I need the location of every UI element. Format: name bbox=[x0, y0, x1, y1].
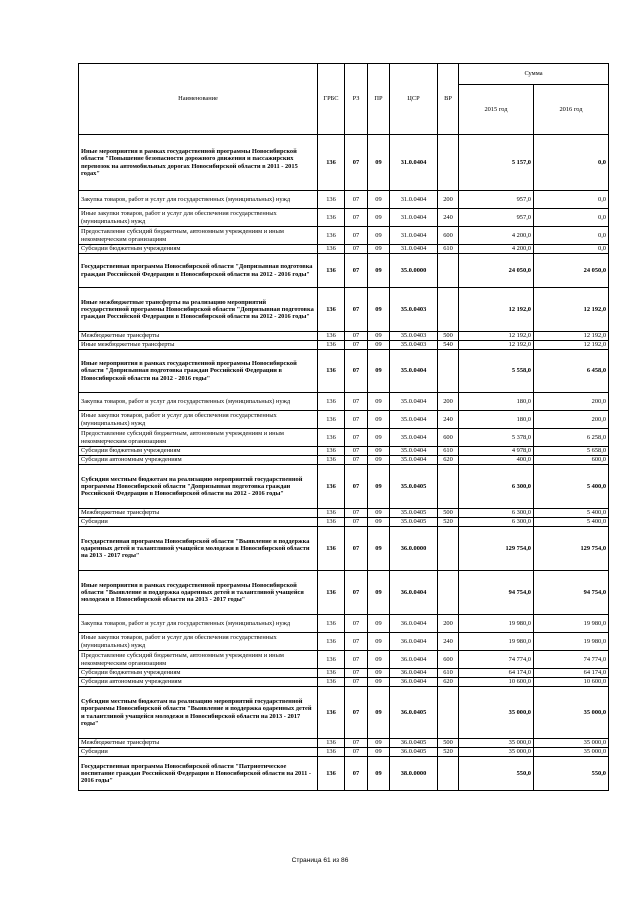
cell-csr: 31.0.0404 bbox=[390, 209, 438, 227]
cell-csr: 36.0.0405 bbox=[390, 748, 438, 757]
cell-grbs: 136 bbox=[318, 227, 345, 245]
cell-pr: 09 bbox=[368, 678, 390, 687]
cell-grbs: 136 bbox=[318, 465, 345, 509]
cell-grbs: 136 bbox=[318, 527, 345, 571]
cell-name: Иные закупки товаров, работ и услуг для обеспечения государственных (муниципальных) нужд bbox=[79, 633, 318, 651]
cell-rz: 07 bbox=[345, 447, 368, 456]
cell-y2016: 35 000,0 bbox=[534, 748, 609, 757]
cell-name: Закупка товаров, работ и услуг для государственных (муниципальных) нужд bbox=[79, 393, 318, 411]
cell-rz: 07 bbox=[345, 411, 368, 429]
cell-grbs: 136 bbox=[318, 332, 345, 341]
cell-rz: 07 bbox=[345, 393, 368, 411]
cell-y2016: 200,0 bbox=[534, 411, 609, 429]
header-name: Наименование bbox=[79, 64, 318, 135]
cell-csr: 36.0.0404 bbox=[390, 651, 438, 669]
cell-vr: 600 bbox=[438, 227, 459, 245]
cell-name: Межбюджетные трансферты bbox=[79, 509, 318, 518]
cell-y2016: 0,0 bbox=[534, 245, 609, 254]
cell-name: Субсидии bbox=[79, 748, 318, 757]
cell-y2016: 5 400,0 bbox=[534, 518, 609, 527]
cell-rz: 07 bbox=[345, 757, 368, 791]
cell-grbs: 136 bbox=[318, 209, 345, 227]
cell-y2016: 6 458,0 bbox=[534, 350, 609, 393]
table-row bbox=[79, 509, 609, 518]
table-row bbox=[79, 615, 609, 633]
cell-grbs: 136 bbox=[318, 739, 345, 748]
header-year-2016: 2016 год bbox=[534, 85, 609, 135]
cell-name: Субсидии местным бюджетам на реализацию мероприятий государственной программы Новосибирской области "Выявление и поддержка одаренных детей и талантливой учащейся молодежи в Новосибирской области на 2013 - 2017 годы" bbox=[79, 687, 318, 739]
document-page bbox=[78, 63, 608, 791]
table-row bbox=[79, 429, 609, 447]
cell-y2016: 129 754,0 bbox=[534, 527, 609, 571]
cell-y2015: 129 754,0 bbox=[459, 527, 534, 571]
cell-rz: 07 bbox=[345, 429, 368, 447]
cell-vr: 200 bbox=[438, 393, 459, 411]
cell-csr: 35.0.0403 bbox=[390, 288, 438, 332]
cell-y2015: 24 050,0 bbox=[459, 254, 534, 288]
table-row bbox=[79, 678, 609, 687]
table-row bbox=[79, 350, 609, 393]
cell-vr bbox=[438, 571, 459, 615]
cell-csr: 35.0.0404 bbox=[390, 447, 438, 456]
cell-name: Государственная программа Новосибирской области "Выявление и поддержка одаренных детей и талантливой учащейся молодежи в Новосибирской области на 2013 - 2017 годы" bbox=[79, 527, 318, 571]
cell-y2015: 94 754,0 bbox=[459, 571, 534, 615]
cell-y2015: 19 980,0 bbox=[459, 615, 534, 633]
cell-rz: 07 bbox=[345, 227, 368, 245]
cell-vr: 520 bbox=[438, 748, 459, 757]
cell-pr: 09 bbox=[368, 687, 390, 739]
cell-vr: 610 bbox=[438, 245, 459, 254]
cell-pr: 09 bbox=[368, 633, 390, 651]
cell-y2016: 19 980,0 bbox=[534, 615, 609, 633]
cell-name: Субсидии автономным учреждениям bbox=[79, 678, 318, 687]
cell-name: Иные межбюджетные трансферты на реализацию мероприятий государственной программы Новосибирской области "Допризывная подготовка граждан Российской Федерации в Новосибирской области на 2012 - 2016 годы" bbox=[79, 288, 318, 332]
cell-csr: 35.0.0404 bbox=[390, 456, 438, 465]
table-row bbox=[79, 748, 609, 757]
cell-name: Иные мероприятия в рамках государственной программы Новосибирской области "Повышение безопасности дорожного движения и пассажирских перевозок на автомобильных дорогах Новосибирской области в 2011 - 2015 годах" bbox=[79, 135, 318, 191]
cell-pr: 09 bbox=[368, 757, 390, 791]
table-row bbox=[79, 341, 609, 350]
cell-y2016: 12 192,0 bbox=[534, 332, 609, 341]
cell-rz: 07 bbox=[345, 135, 368, 191]
cell-vr: 610 bbox=[438, 447, 459, 456]
cell-y2015: 6 300,0 bbox=[459, 518, 534, 527]
cell-name: Субсидии автономным учреждениям bbox=[79, 456, 318, 465]
cell-vr: 500 bbox=[438, 509, 459, 518]
header-rz: РЗ bbox=[345, 64, 368, 135]
cell-y2016: 550,0 bbox=[534, 757, 609, 791]
cell-rz: 07 bbox=[345, 518, 368, 527]
cell-y2015: 6 300,0 bbox=[459, 509, 534, 518]
cell-rz: 07 bbox=[345, 651, 368, 669]
cell-y2016: 24 050,0 bbox=[534, 254, 609, 288]
cell-grbs: 136 bbox=[318, 669, 345, 678]
cell-pr: 09 bbox=[368, 341, 390, 350]
cell-pr: 09 bbox=[368, 393, 390, 411]
cell-pr: 09 bbox=[368, 748, 390, 757]
cell-y2015: 19 980,0 bbox=[459, 633, 534, 651]
cell-rz: 07 bbox=[345, 209, 368, 227]
cell-name: Предоставление субсидий бюджетным, автономным учреждениям и иным некоммерческим организациям bbox=[79, 651, 318, 669]
cell-grbs: 136 bbox=[318, 687, 345, 739]
cell-y2015: 5 157,0 bbox=[459, 135, 534, 191]
table-row bbox=[79, 669, 609, 678]
cell-csr: 35.0.0404 bbox=[390, 393, 438, 411]
cell-csr: 35.0.0405 bbox=[390, 509, 438, 518]
cell-pr: 09 bbox=[368, 651, 390, 669]
cell-pr: 09 bbox=[368, 350, 390, 393]
cell-grbs: 136 bbox=[318, 678, 345, 687]
cell-y2016: 94 754,0 bbox=[534, 571, 609, 615]
cell-csr: 35.0.0404 bbox=[390, 411, 438, 429]
cell-csr: 31.0.0404 bbox=[390, 245, 438, 254]
cell-vr bbox=[438, 757, 459, 791]
header-csr: ЦСР bbox=[390, 64, 438, 135]
cell-grbs: 136 bbox=[318, 518, 345, 527]
cell-rz: 07 bbox=[345, 254, 368, 288]
cell-pr: 09 bbox=[368, 739, 390, 748]
table-row bbox=[79, 332, 609, 341]
cell-rz: 07 bbox=[345, 465, 368, 509]
table-row bbox=[79, 191, 609, 209]
cell-pr: 09 bbox=[368, 191, 390, 209]
table-row bbox=[79, 288, 609, 332]
cell-y2015: 957,0 bbox=[459, 209, 534, 227]
cell-vr: 600 bbox=[438, 651, 459, 669]
cell-grbs: 136 bbox=[318, 748, 345, 757]
cell-name: Межбюджетные трансферты bbox=[79, 332, 318, 341]
header-vr: ВР bbox=[438, 64, 459, 135]
cell-y2015: 64 174,0 bbox=[459, 669, 534, 678]
cell-vr: 500 bbox=[438, 739, 459, 748]
cell-y2015: 4 200,0 bbox=[459, 227, 534, 245]
cell-csr: 35.0.0403 bbox=[390, 332, 438, 341]
cell-vr: 240 bbox=[438, 209, 459, 227]
cell-csr: 35.0.0404 bbox=[390, 429, 438, 447]
cell-y2015: 957,0 bbox=[459, 191, 534, 209]
cell-name: Иные межбюджетные трансферты bbox=[79, 341, 318, 350]
cell-y2015: 550,0 bbox=[459, 757, 534, 791]
cell-y2016: 5 400,0 bbox=[534, 465, 609, 509]
table-row bbox=[79, 254, 609, 288]
cell-csr: 35.0.0404 bbox=[390, 350, 438, 393]
cell-y2016: 35 000,0 bbox=[534, 687, 609, 739]
cell-name: Субсидии местным бюджетам на реализацию мероприятий государственной программы Новосибирской области "Допризывная подготовка граждан Российской Федерации в Новосибирской области на 2012 - 2016 годы" bbox=[79, 465, 318, 509]
cell-rz: 07 bbox=[345, 350, 368, 393]
cell-pr: 09 bbox=[368, 411, 390, 429]
cell-vr bbox=[438, 288, 459, 332]
cell-y2015: 4 978,0 bbox=[459, 447, 534, 456]
cell-grbs: 136 bbox=[318, 757, 345, 791]
cell-pr: 09 bbox=[368, 288, 390, 332]
cell-grbs: 136 bbox=[318, 447, 345, 456]
cell-grbs: 136 bbox=[318, 135, 345, 191]
cell-vr: 600 bbox=[438, 429, 459, 447]
table-row bbox=[79, 393, 609, 411]
cell-grbs: 136 bbox=[318, 393, 345, 411]
cell-pr: 09 bbox=[368, 135, 390, 191]
cell-grbs: 136 bbox=[318, 651, 345, 669]
cell-csr: 36.0.0404 bbox=[390, 678, 438, 687]
cell-pr: 09 bbox=[368, 465, 390, 509]
table-row bbox=[79, 757, 609, 791]
cell-y2016: 74 774,0 bbox=[534, 651, 609, 669]
cell-y2015: 12 192,0 bbox=[459, 341, 534, 350]
cell-name: Государственная программа Новосибирской области "Патриотическое воспитание граждан Российской Федерации в Новосибирской области на 2011 - 2016 годы" bbox=[79, 757, 318, 791]
cell-vr: 240 bbox=[438, 633, 459, 651]
cell-csr: 36.0.0404 bbox=[390, 615, 438, 633]
cell-rz: 07 bbox=[345, 678, 368, 687]
cell-name: Субсидии bbox=[79, 518, 318, 527]
cell-vr: 240 bbox=[438, 411, 459, 429]
budget-table bbox=[78, 63, 609, 791]
header-year-2015: 2015 год bbox=[459, 85, 534, 135]
cell-pr: 09 bbox=[368, 209, 390, 227]
cell-name: Закупка товаров, работ и услуг для государственных (муниципальных) нужд bbox=[79, 615, 318, 633]
cell-vr bbox=[438, 465, 459, 509]
cell-grbs: 136 bbox=[318, 411, 345, 429]
cell-y2015: 180,0 bbox=[459, 411, 534, 429]
cell-grbs: 136 bbox=[318, 341, 345, 350]
cell-y2016: 0,0 bbox=[534, 135, 609, 191]
cell-y2016: 12 192,0 bbox=[534, 288, 609, 332]
cell-rz: 07 bbox=[345, 748, 368, 757]
cell-rz: 07 bbox=[345, 245, 368, 254]
cell-csr: 31.0.0404 bbox=[390, 135, 438, 191]
cell-y2015: 74 774,0 bbox=[459, 651, 534, 669]
cell-y2015: 180,0 bbox=[459, 393, 534, 411]
cell-grbs: 136 bbox=[318, 288, 345, 332]
cell-csr: 36.0.0404 bbox=[390, 669, 438, 678]
cell-y2016: 35 000,0 bbox=[534, 739, 609, 748]
cell-vr: 620 bbox=[438, 456, 459, 465]
cell-y2015: 6 300,0 bbox=[459, 465, 534, 509]
cell-name: Иные мероприятия в рамках государственной программы Новосибирской области "Выявление и поддержка одаренных детей и талантливой учащейся молодежи в Новосибирской области на 2013 - 2017 годы" bbox=[79, 571, 318, 615]
cell-y2015: 12 192,0 bbox=[459, 288, 534, 332]
table-row bbox=[79, 456, 609, 465]
table-row bbox=[79, 687, 609, 739]
cell-y2016: 10 600,0 bbox=[534, 678, 609, 687]
cell-y2016: 200,0 bbox=[534, 393, 609, 411]
table-row bbox=[79, 209, 609, 227]
cell-rz: 07 bbox=[345, 739, 368, 748]
cell-csr: 31.0.0404 bbox=[390, 227, 438, 245]
cell-csr: 35.0.0405 bbox=[390, 465, 438, 509]
cell-y2016: 6 258,0 bbox=[534, 429, 609, 447]
cell-pr: 09 bbox=[368, 509, 390, 518]
cell-name: Субсидии бюджетным учреждениям bbox=[79, 669, 318, 678]
table-row bbox=[79, 571, 609, 615]
cell-rz: 07 bbox=[345, 633, 368, 651]
cell-vr: 200 bbox=[438, 615, 459, 633]
cell-csr: 36.0.0405 bbox=[390, 687, 438, 739]
cell-vr bbox=[438, 527, 459, 571]
cell-rz: 07 bbox=[345, 687, 368, 739]
cell-pr: 09 bbox=[368, 615, 390, 633]
cell-y2015: 10 600,0 bbox=[459, 678, 534, 687]
cell-grbs: 136 bbox=[318, 615, 345, 633]
cell-y2015: 5 558,0 bbox=[459, 350, 534, 393]
cell-y2015: 35 000,0 bbox=[459, 687, 534, 739]
table-row bbox=[79, 135, 609, 191]
table-row bbox=[79, 447, 609, 456]
cell-csr: 35.0.0405 bbox=[390, 518, 438, 527]
cell-pr: 09 bbox=[368, 254, 390, 288]
cell-rz: 07 bbox=[345, 456, 368, 465]
table-row bbox=[79, 651, 609, 669]
cell-csr: 38.0.0000 bbox=[390, 757, 438, 791]
cell-vr: 520 bbox=[438, 518, 459, 527]
cell-csr: 35.0.0403 bbox=[390, 341, 438, 350]
cell-vr: 500 bbox=[438, 332, 459, 341]
cell-pr: 09 bbox=[368, 518, 390, 527]
cell-csr: 35.0.0000 bbox=[390, 254, 438, 288]
header-sum: Сумма bbox=[459, 64, 609, 85]
cell-pr: 09 bbox=[368, 429, 390, 447]
cell-rz: 07 bbox=[345, 615, 368, 633]
cell-pr: 09 bbox=[368, 227, 390, 245]
table-row bbox=[79, 227, 609, 245]
cell-grbs: 136 bbox=[318, 633, 345, 651]
header-pr: ПР bbox=[368, 64, 390, 135]
cell-y2016: 600,0 bbox=[534, 456, 609, 465]
cell-y2015: 4 200,0 bbox=[459, 245, 534, 254]
table-row bbox=[79, 245, 609, 254]
cell-name: Закупка товаров, работ и услуг для государственных (муниципальных) нужд bbox=[79, 191, 318, 209]
cell-rz: 07 bbox=[345, 527, 368, 571]
cell-y2016: 19 980,0 bbox=[534, 633, 609, 651]
cell-name: Предоставление субсидий бюджетным, автономным учреждениям и иным некоммерческим организациям bbox=[79, 227, 318, 245]
cell-csr: 36.0.0000 bbox=[390, 527, 438, 571]
cell-grbs: 136 bbox=[318, 350, 345, 393]
cell-name: Иные закупки товаров, работ и услуг для обеспечения государственных (муниципальных) нужд bbox=[79, 209, 318, 227]
cell-pr: 09 bbox=[368, 527, 390, 571]
cell-vr bbox=[438, 254, 459, 288]
cell-rz: 07 bbox=[345, 509, 368, 518]
cell-y2015: 35 000,0 bbox=[459, 739, 534, 748]
cell-name: Межбюджетные трансферты bbox=[79, 739, 318, 748]
table-row bbox=[79, 527, 609, 571]
cell-grbs: 136 bbox=[318, 254, 345, 288]
cell-y2016: 0,0 bbox=[534, 191, 609, 209]
table-row bbox=[79, 739, 609, 748]
cell-grbs: 136 bbox=[318, 509, 345, 518]
cell-name: Субсидии бюджетным учреждениям bbox=[79, 245, 318, 254]
table-row bbox=[79, 518, 609, 527]
cell-y2015: 5 378,0 bbox=[459, 429, 534, 447]
table-body bbox=[79, 135, 609, 791]
cell-pr: 09 bbox=[368, 447, 390, 456]
table-header-row bbox=[79, 64, 609, 85]
cell-pr: 09 bbox=[368, 245, 390, 254]
cell-csr: 36.0.0405 bbox=[390, 739, 438, 748]
cell-vr bbox=[438, 350, 459, 393]
cell-pr: 09 bbox=[368, 332, 390, 341]
cell-vr: 610 bbox=[438, 669, 459, 678]
cell-pr: 09 bbox=[368, 571, 390, 615]
header-grbs: ГРБС bbox=[318, 64, 345, 135]
cell-grbs: 136 bbox=[318, 429, 345, 447]
cell-y2016: 0,0 bbox=[534, 209, 609, 227]
table-row bbox=[79, 411, 609, 429]
cell-y2016: 64 174,0 bbox=[534, 669, 609, 678]
cell-rz: 07 bbox=[345, 669, 368, 678]
cell-name: Субсидии бюджетным учреждениям bbox=[79, 447, 318, 456]
table-row bbox=[79, 465, 609, 509]
cell-csr: 36.0.0404 bbox=[390, 571, 438, 615]
cell-csr: 31.0.0404 bbox=[390, 191, 438, 209]
cell-y2016: 0,0 bbox=[534, 227, 609, 245]
cell-grbs: 136 bbox=[318, 571, 345, 615]
cell-y2016: 5 400,0 bbox=[534, 509, 609, 518]
cell-vr: 540 bbox=[438, 341, 459, 350]
cell-y2016: 5 658,0 bbox=[534, 447, 609, 456]
cell-vr: 200 bbox=[438, 191, 459, 209]
table-row bbox=[79, 633, 609, 651]
cell-y2015: 35 000,0 bbox=[459, 748, 534, 757]
cell-rz: 07 bbox=[345, 288, 368, 332]
cell-name: Иные мероприятия в рамках государственной программы Новосибирской области "Допризывная подготовка граждан Российской Федерации в Новосибирской области на 2012 - 2016 годы" bbox=[79, 350, 318, 393]
cell-y2015: 12 192,0 bbox=[459, 332, 534, 341]
cell-rz: 07 bbox=[345, 332, 368, 341]
cell-pr: 09 bbox=[368, 456, 390, 465]
cell-pr: 09 bbox=[368, 669, 390, 678]
cell-rz: 07 bbox=[345, 341, 368, 350]
cell-vr bbox=[438, 135, 459, 191]
cell-vr: 620 bbox=[438, 678, 459, 687]
cell-csr: 36.0.0404 bbox=[390, 633, 438, 651]
cell-vr bbox=[438, 687, 459, 739]
cell-y2016: 12 192,0 bbox=[534, 341, 609, 350]
cell-grbs: 136 bbox=[318, 245, 345, 254]
cell-name: Предоставление субсидий бюджетным, автономным учреждениям и иным некоммерческим организациям bbox=[79, 429, 318, 447]
cell-grbs: 136 bbox=[318, 456, 345, 465]
cell-grbs: 136 bbox=[318, 191, 345, 209]
cell-name: Иные закупки товаров, работ и услуг для обеспечения государственных (муниципальных) нужд bbox=[79, 411, 318, 429]
cell-y2015: 400,0 bbox=[459, 456, 534, 465]
cell-name: Государственная программа Новосибирской области "Допризывная подготовка граждан Российской Федерации в Новосибирской области на 2012 - 2016 годы" bbox=[79, 254, 318, 288]
page-footer: Страница 61 из 86 bbox=[291, 857, 349, 864]
cell-rz: 07 bbox=[345, 571, 368, 615]
cell-rz: 07 bbox=[345, 191, 368, 209]
